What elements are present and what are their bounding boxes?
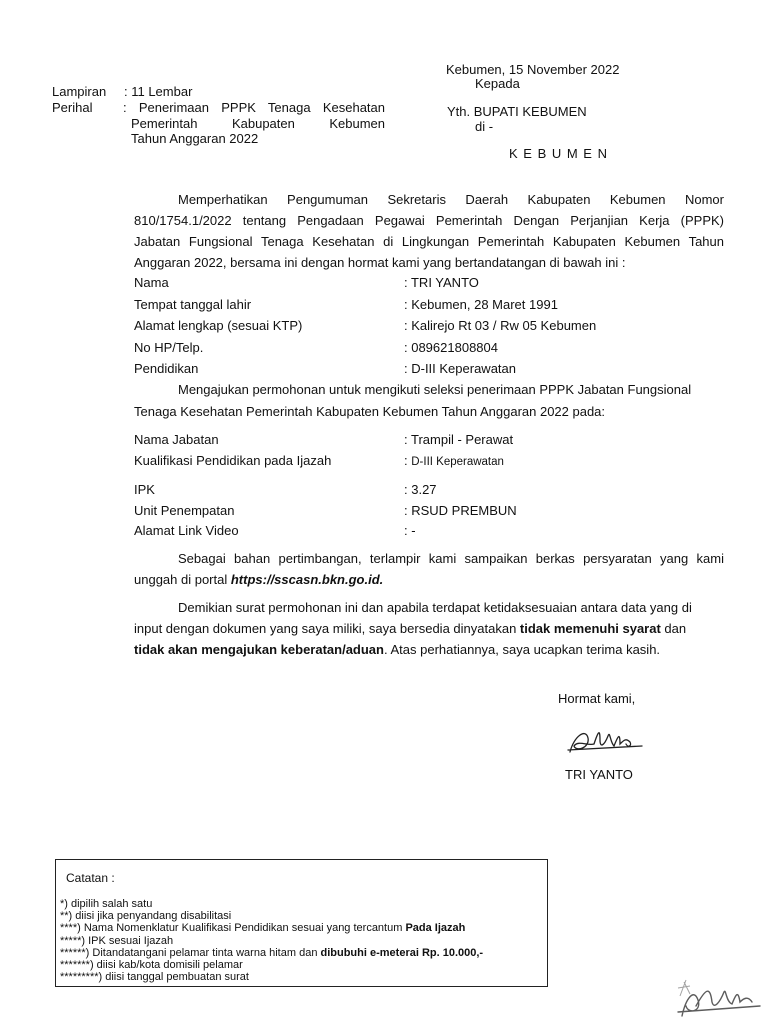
note-text: ******) Ditandatangani pelamar tinta warna hitam dan — [60, 946, 321, 959]
kepada-label: Kepada — [475, 76, 520, 91]
position-value: : - — [404, 523, 416, 538]
identity-label: Tempat tanggal lahir — [134, 297, 252, 312]
closing-line-2 — [134, 621, 686, 636]
identity-label: No HP/Telp. — [134, 340, 204, 355]
note-bold: dibubuhi e-meterai Rp. 10.000,- — [320, 946, 484, 959]
portal-link[interactable]: https://sscasn.bkn.go.id. — [230, 572, 384, 587]
closing-bold: tidak memenuhi syarat — [519, 621, 661, 636]
intro-line-1: Memperhatikan Pengumuman Sekretaris Daerah Kabupaten Kebumen Nomor — [178, 192, 724, 207]
identity-value: : TRI YANTO — [404, 275, 479, 290]
note-item: **) diisi jika penyandang disabilitasi — [60, 910, 232, 923]
apply-line-2: Tenaga Kesehatan Pemerintah Kabupaten Kebumen Tahun Anggaran 2022 pada: — [134, 404, 606, 419]
lampiran-value: : 11 Lembar — [124, 84, 193, 99]
position-label: Alamat Link Video — [134, 523, 239, 538]
perihal-line-3: Tahun Anggaran 2022 — [131, 131, 259, 146]
consider-text: unggah di portal — [134, 572, 231, 587]
salutation: Hormat kami, — [558, 691, 636, 706]
note-item: *****) IPK sesuai Ijazah — [60, 934, 174, 947]
closing-bold: tidak akan mengajukan keberatan/aduan — [134, 642, 384, 657]
intro-line-2: 810/1754.1/2022 tentang Pengadaan Pegawai Pemerintah Dengan Perjanjian Kerja (PPPK) — [134, 213, 724, 228]
position-value-wrap — [404, 453, 504, 468]
lampiran-label: Lampiran — [52, 84, 107, 99]
note-item: *) dipilih salah satu — [60, 898, 153, 910]
position-label: Kualifikasi Pendidikan pada Ijazah — [134, 453, 332, 468]
perihal-line-1: : Penerimaan PPPK Tenaga Kesehatan — [123, 100, 385, 115]
identity-value: : Kalirejo Rt 03 / Rw 05 Kebumen — [404, 318, 597, 333]
position-value: : Trampil - Perawat — [404, 432, 514, 447]
note-bold: Pada Ijazah — [405, 922, 466, 935]
identity-label: Nama — [134, 275, 169, 290]
signature-image — [566, 722, 648, 758]
position-value: : 3.27 — [404, 482, 437, 497]
closing-text: input dengan dokumen yang saya miliki, saya bersedia dinyatakan — [134, 621, 520, 636]
closing-line-3 — [134, 642, 660, 657]
note-item: *******) diisi kab/kota domisili pelamar — [60, 959, 243, 972]
recipient: Yth. BUPATI KEBUMEN — [447, 104, 587, 119]
position-colon: : — [404, 453, 412, 468]
signatory-name: TRI YANTO — [565, 767, 633, 782]
position-value: : RSUD PREMBUN — [404, 503, 517, 518]
notes-list — [60, 898, 483, 983]
closing-text: . Atas perhatiannya, saya ucapkan terima kasih. — [383, 642, 661, 657]
closing-text: dan — [660, 621, 687, 636]
intro-line-4: Anggaran 2022, bersama ini dengan hormat kami yang bertandatangan di bawah ini : — [134, 255, 626, 270]
recipient-city: K E B U M E N — [509, 146, 608, 161]
note-text: ****) Nama Nomenklatur Kualifikasi Pendidikan sesuai yang tercantum — [60, 922, 406, 935]
identity-value: : Kebumen, 28 Maret 1991 — [404, 297, 558, 312]
position-label: Nama Jabatan — [134, 432, 219, 447]
note-item — [60, 922, 483, 934]
perihal-line-2: Pemerintah Kabupaten Kebumen — [131, 116, 385, 131]
closing-line-1: Demikian surat permohonan ini dan apabila terdapat ketidaksesuaian antara data yang di — [178, 600, 692, 615]
corner-signature-mark — [676, 976, 764, 1022]
identity-value: : D-III Keperawatan — [404, 361, 516, 376]
notes-title: Catatan : — [66, 871, 115, 885]
apply-line-1: Mengajukan permohonan untuk mengikuti seleksi penerimaan PPPK Jabatan Fungsional — [178, 382, 692, 397]
position-value: D-III Keperawatan — [411, 456, 504, 468]
identity-value: : 089621808804 — [404, 340, 498, 355]
position-label: Unit Penempatan — [134, 503, 235, 518]
identity-label: Pendidikan — [134, 361, 199, 376]
intro-line-3: Jabatan Fungsional Tenaga Kesehatan di Lingkungan Pemerintah Kabupaten Kebumen Tahun — [134, 234, 724, 249]
identity-label: Alamat lengkap (sesuai KTP) — [134, 318, 303, 333]
recipient-di: di - — [475, 119, 494, 134]
note-item — [60, 947, 483, 959]
note-item: *********) diisi tanggal pembuatan surat — [60, 971, 249, 984]
consider-line-1: Sebagai bahan pertimbangan, terlampir kami sampaikan berkas persyaratan yang kami — [178, 551, 724, 566]
position-label: IPK — [134, 482, 155, 497]
place-date: Kebumen, 15 November 2022 — [446, 62, 620, 77]
consider-line-2 — [134, 572, 383, 587]
perihal-label: Perihal — [52, 100, 93, 115]
